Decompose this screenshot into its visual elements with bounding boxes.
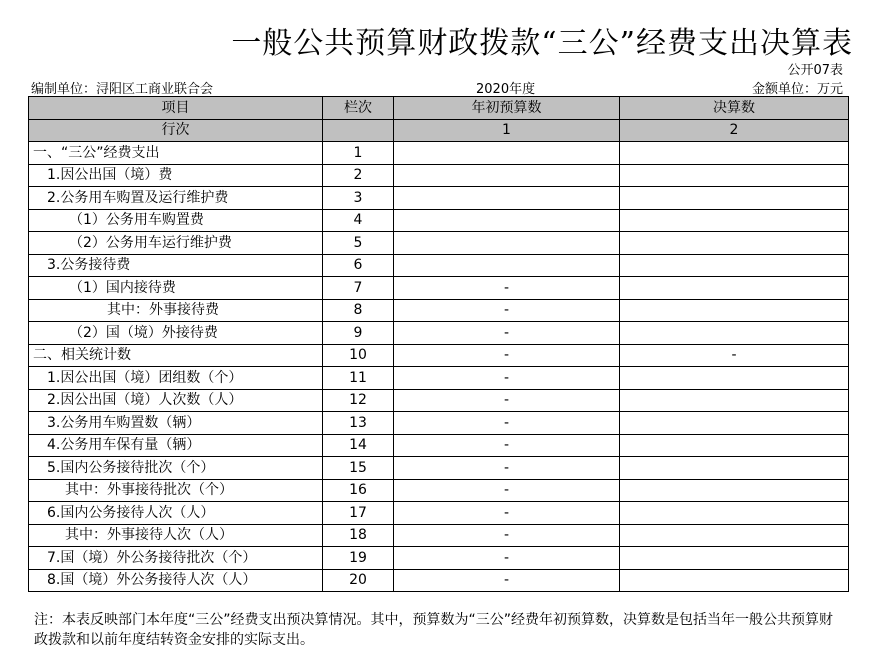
expenditure-table — [28, 96, 849, 592]
row-final-cell — [620, 434, 849, 457]
row-budget-cell: - — [394, 389, 620, 412]
row-final-cell — [620, 412, 849, 435]
row-line-cell: 7 — [323, 277, 394, 300]
row-item-cell: （2）国（境）外接待费 — [29, 322, 323, 345]
row-item-cell: 一、“三公”经费支出 — [29, 142, 323, 165]
table-row — [29, 502, 849, 525]
row-budget-cell: - — [394, 299, 620, 322]
row-final-cell: - — [620, 344, 849, 367]
row-budget-cell — [394, 209, 620, 232]
row-final-cell — [620, 209, 849, 232]
table-row — [29, 209, 849, 232]
row-budget-cell: - — [394, 367, 620, 390]
table-row — [29, 524, 849, 547]
index-budget: 1 — [394, 119, 620, 142]
row-line-cell: 4 — [323, 209, 394, 232]
row-item-cell: （1）公务用车购置费 — [29, 209, 323, 232]
row-final-cell — [620, 299, 849, 322]
row-budget-cell: - — [394, 412, 620, 435]
col-header-line: 栏次 — [323, 97, 394, 120]
row-budget-cell: - — [394, 434, 620, 457]
table-row — [29, 389, 849, 412]
row-final-cell — [620, 254, 849, 277]
row-line-cell: 12 — [323, 389, 394, 412]
row-item-cell: 1.因公出国（境）费 — [29, 164, 323, 187]
table-row — [29, 367, 849, 390]
row-line-cell: 2 — [323, 164, 394, 187]
table-row — [29, 232, 849, 255]
table-row — [29, 254, 849, 277]
table-row — [29, 434, 849, 457]
row-budget-cell: - — [394, 322, 620, 345]
index-line — [323, 119, 394, 142]
row-final-cell — [620, 187, 849, 210]
table-row — [29, 164, 849, 187]
table-row — [29, 457, 849, 480]
row-budget-cell — [394, 187, 620, 210]
row-line-cell: 3 — [323, 187, 394, 210]
row-item-cell: （2）公务用车运行维护费 — [29, 232, 323, 255]
fiscal-year: 2020年度 — [476, 82, 536, 97]
row-final-cell — [620, 524, 849, 547]
table-row — [29, 547, 849, 570]
row-item-cell: 2.公务用车购置及运行维护费 — [29, 187, 323, 210]
reporting-unit: 编制单位：浔阳区工商业联合会 — [31, 82, 214, 97]
table-row — [29, 277, 849, 300]
row-item-cell: 4.公务用车保有量（辆） — [29, 434, 323, 457]
row-final-cell — [620, 164, 849, 187]
row-budget-cell: - — [394, 344, 620, 367]
row-item-cell: 3.公务接待费 — [29, 254, 323, 277]
row-line-cell: 19 — [323, 547, 394, 570]
row-line-cell: 20 — [323, 569, 394, 592]
row-final-cell — [620, 457, 849, 480]
row-final-cell — [620, 277, 849, 300]
index-item: 行次 — [29, 119, 323, 142]
table-row — [29, 299, 849, 322]
row-budget-cell — [394, 164, 620, 187]
row-line-cell: 10 — [323, 344, 394, 367]
table-index-row — [29, 119, 849, 142]
row-item-cell: 7.国（境）外公务接待批次（个） — [29, 547, 323, 570]
row-budget-cell: - — [394, 547, 620, 570]
row-line-cell: 18 — [323, 524, 394, 547]
table-header-row — [29, 97, 849, 120]
row-item-cell: 8.国（境）外公务接待人次（人） — [29, 569, 323, 592]
row-budget-cell: - — [394, 277, 620, 300]
row-line-cell: 17 — [323, 502, 394, 525]
row-line-cell: 9 — [323, 322, 394, 345]
row-budget-cell — [394, 142, 620, 165]
row-item-cell: 其中：外事接待批次（个） — [29, 479, 323, 502]
row-final-cell — [620, 232, 849, 255]
row-line-cell: 5 — [323, 232, 394, 255]
row-item-cell: 1.因公出国（境）团组数（个） — [29, 367, 323, 390]
row-final-cell — [620, 367, 849, 390]
row-final-cell — [620, 322, 849, 345]
row-line-cell: 16 — [323, 479, 394, 502]
amount-unit: 金额单位：万元 — [751, 82, 843, 97]
row-final-cell — [620, 547, 849, 570]
table-row — [29, 322, 849, 345]
table-row — [29, 479, 849, 502]
row-budget-cell: - — [394, 502, 620, 525]
row-line-cell: 11 — [323, 367, 394, 390]
meta-row — [31, 78, 843, 96]
row-item-cell: 6.国内公务接待人次（人） — [29, 502, 323, 525]
page-title: 一般公共预算财政拨款“三公”经费支出决算表 — [231, 26, 853, 61]
row-item-cell: 5.国内公务接待批次（个） — [29, 457, 323, 480]
row-final-cell — [620, 569, 849, 592]
col-header-item: 项目 — [29, 97, 323, 120]
col-header-final: 决算数 — [620, 97, 849, 120]
row-budget-cell: - — [394, 457, 620, 480]
row-budget-cell: - — [394, 569, 620, 592]
row-final-cell — [620, 502, 849, 525]
row-item-cell: 3.公务用车购置数（辆） — [29, 412, 323, 435]
row-line-cell: 14 — [323, 434, 394, 457]
row-line-cell: 15 — [323, 457, 394, 480]
row-item-cell: 2.因公出国（境）人次数（人） — [29, 389, 323, 412]
row-final-cell — [620, 389, 849, 412]
row-line-cell: 8 — [323, 299, 394, 322]
row-item-cell: 其中：外事接待费 — [29, 299, 323, 322]
row-item-cell: 其中：外事接待人次（人） — [29, 524, 323, 547]
index-final: 2 — [620, 119, 849, 142]
row-line-cell: 6 — [323, 254, 394, 277]
footnote: 注：本表反映部门本年度“三公”经费支出预决算情况。其中，预算数为“三公”经费年初预算数，决算数是包括当年一般公共预算财政拨款和以前年度结转资金安排的实际支出。 — [34, 612, 834, 648]
row-item-cell: （1）国内接待费 — [29, 277, 323, 300]
row-budget-cell — [394, 232, 620, 255]
row-budget-cell — [394, 254, 620, 277]
table-row — [29, 142, 849, 165]
table-row — [29, 187, 849, 210]
row-budget-cell: - — [394, 479, 620, 502]
row-budget-cell: - — [394, 524, 620, 547]
row-final-cell — [620, 479, 849, 502]
row-line-cell: 1 — [323, 142, 394, 165]
row-item-cell: 二、相关统计数 — [29, 344, 323, 367]
table-row — [29, 344, 849, 367]
row-line-cell: 13 — [323, 412, 394, 435]
col-header-budget: 年初预算数 — [394, 97, 620, 120]
table-row — [29, 412, 849, 435]
row-final-cell — [620, 142, 849, 165]
form-number: 公开07表 — [787, 63, 843, 78]
table-row — [29, 569, 849, 592]
table-body — [29, 142, 849, 592]
